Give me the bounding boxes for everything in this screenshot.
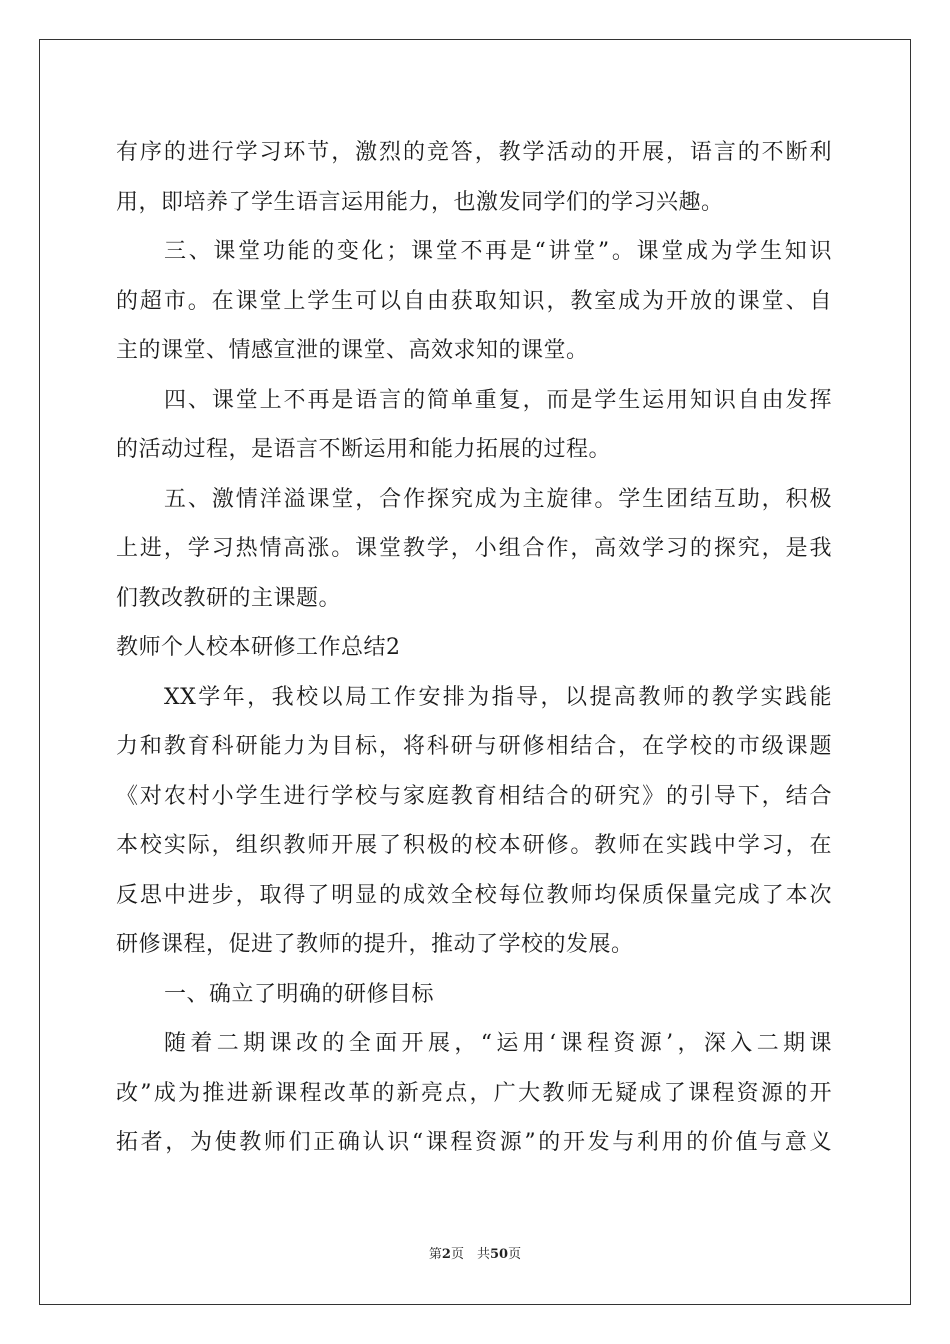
text-line: 三、课堂功能的变化；课堂不再是“讲堂”。课堂成为学生知识	[164, 239, 832, 264]
text-line: 随着二期课改的全面开展，“运用‘课程资源’，深入二期课	[164, 1031, 832, 1056]
text-line: 研修课程，促进了教师的提升，推动了学校的发展。	[116, 932, 634, 957]
text-line: 四、课堂上不再是语言的简单重复，而是学生运用知识自由发挥	[164, 387, 832, 413]
text-line: 《对农村小学生进行学校与家庭教育相结合的研究》的引导下，结合	[116, 783, 832, 809]
text-line: 的超市。在课堂上学生可以自由获取知识，教室成为开放的课堂、自	[116, 288, 832, 314]
document-body	[116, 128, 832, 1168]
text-line: 一、确立了明确的研修目标	[164, 981, 435, 1007]
text-line: 力和教育科研能力为目标，将科研与研修相结合，在学校的市级课题	[116, 734, 832, 759]
text-line: 上进，学习热情高涨。课堂教学，小组合作，高效学习的探究，是我	[116, 536, 832, 561]
text-line: 五、激情洋溢课堂，合作探究成为主旋律。学生团结互助，积极	[164, 486, 832, 512]
footer-mid: 页 共	[450, 1247, 490, 1262]
page-footer	[0, 1243, 950, 1262]
text-line: 主的课堂、情感宣泄的课堂、高效求知的课堂。	[116, 338, 589, 363]
text-line: 改”成为推进新课程改革的新亮点，广大教师无疑成了课程资源的开	[116, 1080, 832, 1106]
text-line: 的活动过程，是语言不断运用和能力拓展的过程。	[116, 437, 612, 462]
text-line: 本校实际，组织教师开展了积极的校本研修。教师在实践中学习，在	[116, 833, 832, 858]
text-line: 们教改教研的主课题。	[116, 585, 342, 611]
footer-prefix: 第	[428, 1247, 442, 1262]
text-line: XX学年，我校以局工作安排为指导，以提高教师的教学实践能	[164, 684, 832, 710]
footer-suffix: 页	[508, 1247, 522, 1262]
text-line: 拓者，为使教师们正确认识“课程资源”的开发与利用的价值与意义	[116, 1130, 832, 1155]
footer-current-page: 2	[441, 1247, 451, 1262]
text-line: 教师个人校本研修工作总结2	[116, 635, 401, 660]
text-line: 用，即培养了学生语言运用能力，也激发同学们的学习兴趣。	[116, 189, 724, 215]
text-line: 有序的进行学习环节，激烈的竞答，教学活动的开展，语言的不断利	[116, 140, 832, 165]
text-line: 反思中进步，取得了明显的成效全校每位教师均保质保量完成了本次	[116, 882, 832, 908]
footer-total-pages: 50	[489, 1247, 509, 1262]
